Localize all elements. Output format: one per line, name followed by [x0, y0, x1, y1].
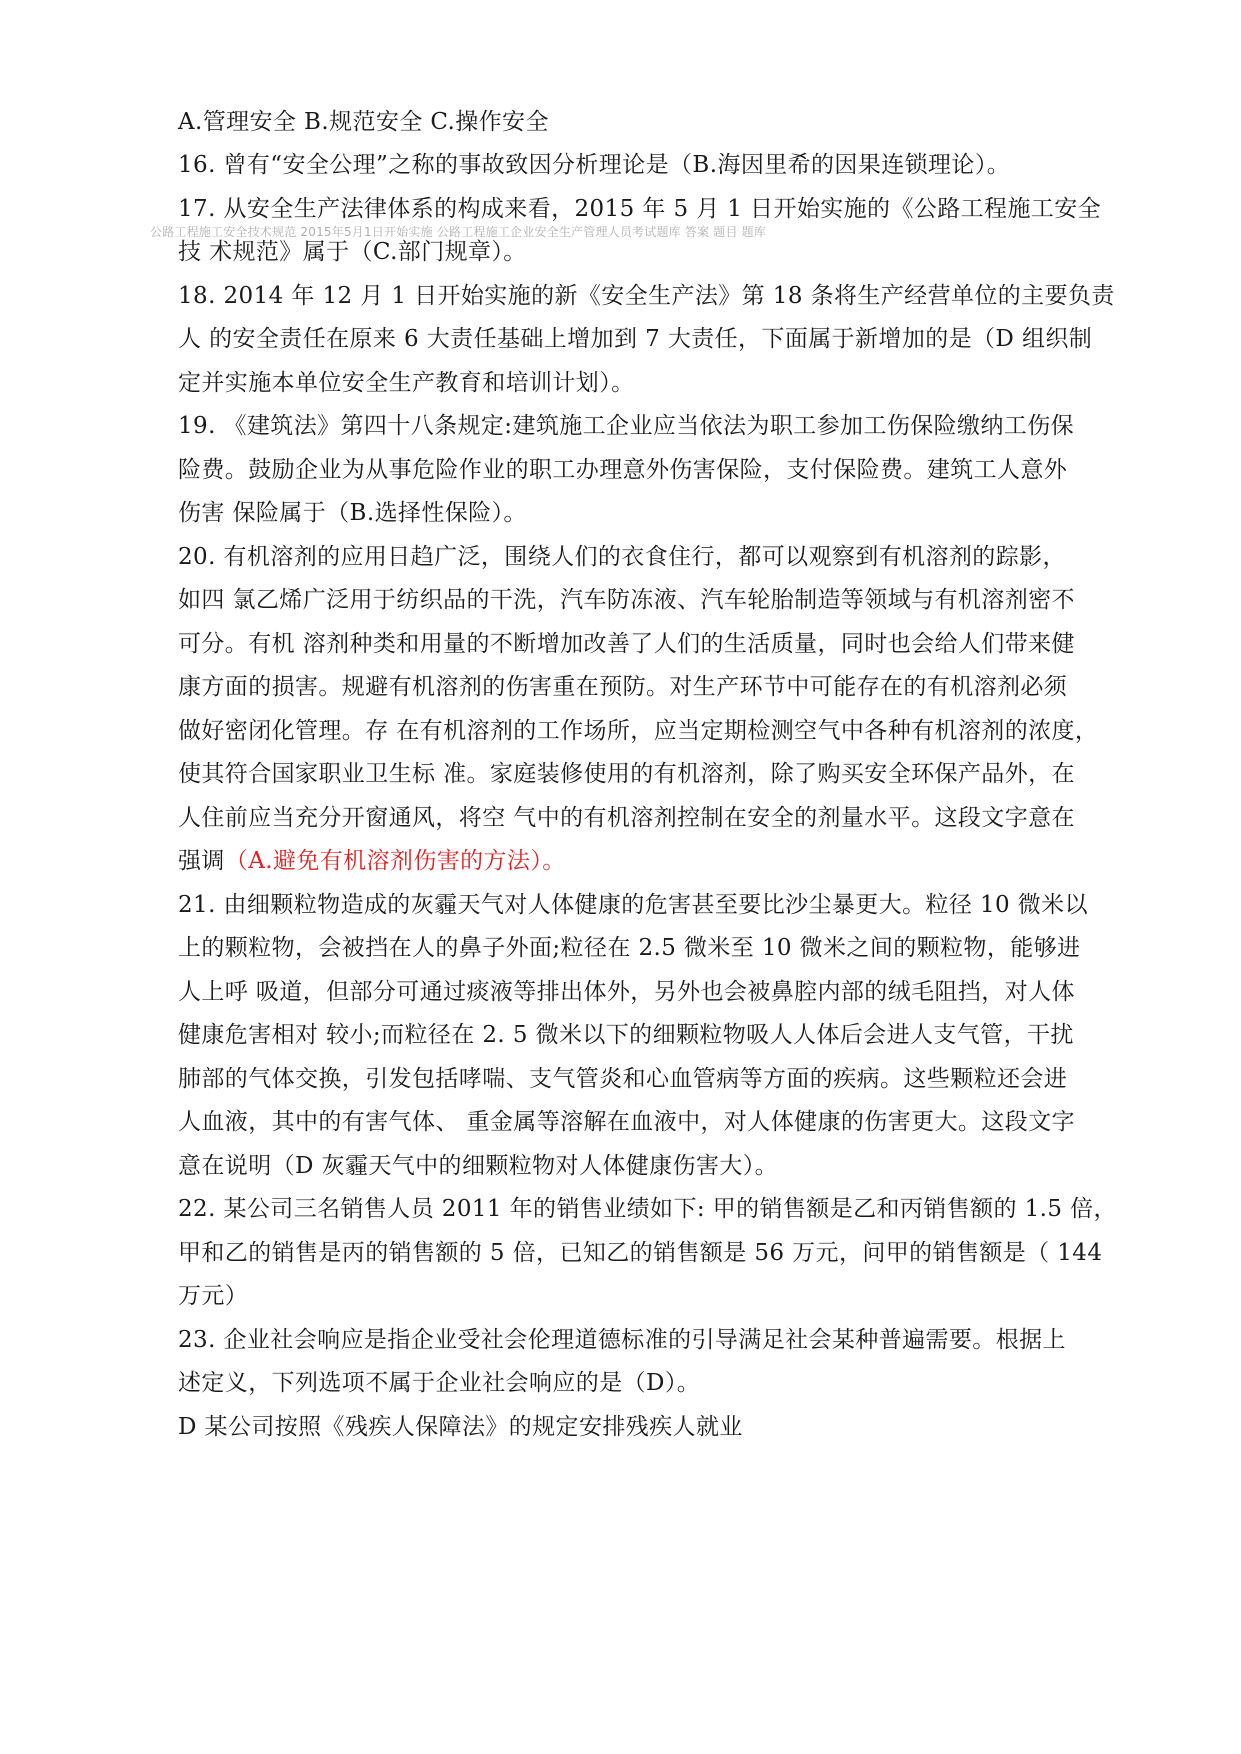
text-line: 险费。鼓励企业为从事危险作业的职工办理意外伤害保险，支付保险费。建筑工人意外: [178, 457, 1068, 483]
question-16: 16. 曾有“安全公理”之称的事故致因分析理论是（B.海因里希的因果连锁理论）。: [178, 152, 1011, 178]
text-line: 述定义，下列选项不属于企业社会响应的是（D）。: [178, 1370, 701, 1396]
text-line: 技 术规范》属于（C.部门规章）。: [178, 239, 527, 265]
question-22: 22. 某公司三名销售人员 2011 年的销售业绩如下: 甲的销售额是乙和丙销售额的 1.5 倍，: [178, 1196, 1117, 1222]
text-line: 意在说明（D 灰霾天气中的细颗粒物对人体健康伤害大）。: [178, 1153, 779, 1179]
answer-highlight: （A.避免有机溶剂伤害的方法）。: [224, 848, 566, 874]
answer-prefix: 强调: [178, 848, 225, 874]
text-line: 康方面的损害。规避有机溶剂的伤害重在预防。对生产环节中可能存在的有机溶剂必须: [178, 674, 1068, 700]
text-line: 人 的安全责任在原来 6 大责任基础上增加到 7 大责任，下面属于新增加的是（D 组织制: [178, 326, 1093, 352]
text-line: 人住前应当充分开窗通风，将空 气中的有机溶剂控制在安全的剂量水平。这段文字意在: [178, 805, 1075, 831]
text-line: 甲和乙的销售是丙的销售额的 5 倍，已知乙的销售额是 56 万元，问甲的销售额是（ 144: [178, 1240, 1103, 1266]
text-line: A.管理安全 B.规范安全 C.操作安全: [178, 109, 549, 135]
question-23: 23. 企业社会响应是指企业受社会伦理道德标准的引导满足社会某种普遍需要。根据上: [178, 1327, 1066, 1353]
question-17: 17. 从安全生产法律体系的构成来看，2015 年 5 月 1 日开始实施的《公路工程施工安全: [178, 196, 1102, 222]
text-line: 上的颗粒物，会被挡在人的鼻子外面;粒径在 2.5 微米至 10 微米之间的颗粒物，能够进: [178, 935, 1081, 961]
text-line: 人血液，其中的有害气体、 重金属等溶解在血液中，对人体健康的伤害更大。这段文字: [178, 1109, 1075, 1135]
text-line: 伤害 保险属于（B.选择性保险）。: [178, 500, 527, 526]
text-line: 如四 氯乙烯广泛用于纺织品的干洗，汽车防冻液、汽车轮胎制造等领域与有机溶剂密不: [178, 587, 1075, 613]
text-line: 做好密闭化管理。存 在有机溶剂的工作场所，应当定期检测空气中各种有机溶剂的浓度，: [178, 718, 1099, 744]
watermark-text: 公路工程施工安全技术规范 2015年5月1日开始实施 公路工程施工企业安全生产管理人员考试题库 答案 题目 题库: [150, 225, 767, 239]
text-line: 使其符合国家职业卫生标 准。家庭装修使用的有机溶剂，除了购买安全环保产品外，在: [178, 761, 1075, 787]
question-21: 21. 由细颗粒物造成的灰霾天气对人体健康的危害甚至要比沙尘暴更大。粒径 10 微米以: [178, 892, 1088, 918]
text-line: 肺部的气体交换，引发包括哮喘、支气管炎和心血管病等方面的疾病。这些颗粒还会进: [178, 1066, 1068, 1092]
question-20: 20. 有机溶剂的应用日趋广泛，围绕人们的衣食住行，都可以观察到有机溶剂的踪影，: [178, 544, 1066, 570]
text-line: D 某公司按照《残疾人保障法》的规定安排残疾人就业: [178, 1414, 743, 1440]
text-line: 可分。有机 溶剂种类和用量的不断增加改善了人们的生活质量，同时也会给人们带来健: [178, 631, 1075, 657]
text-line: 人上呼 吸道，但部分可通过痰液等排出体外，另外也会被鼻腔内部的绒毛阻挡，对人体: [178, 979, 1075, 1005]
question-19: 19. 《建筑法》第四十八条规定:建筑施工企业应当依法为职工参加工伤保险缴纳工伤保: [178, 413, 1075, 439]
question-20-answer-line: [178, 841, 1118, 881]
text-line: 健康危害相对 较小;而粒径在 2. 5 微米以下的细颗粒物吸人人体后会进人支气管，干扰: [178, 1022, 1074, 1048]
text-line: 定并实施本单位安全生产教育和培训计划）。: [178, 370, 635, 396]
question-18: 18. 2014 年 12 月 1 日开始实施的新《安全生产法》第 18 条将生产经营单位的主要负责: [178, 283, 1115, 309]
text-line: 万元）: [178, 1283, 249, 1309]
